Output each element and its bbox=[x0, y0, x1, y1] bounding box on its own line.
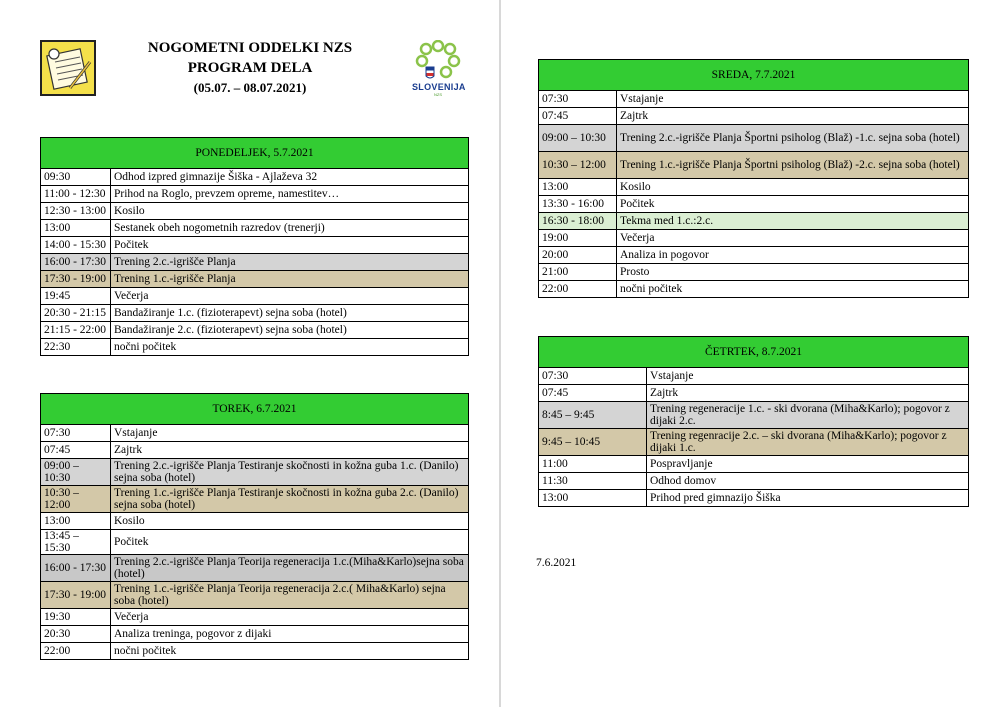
activity-cell: Bandažiranje 1.c. (fizioterapevt) sejna soba (hotel) bbox=[111, 305, 469, 322]
time-cell: 19:00 bbox=[539, 230, 617, 247]
time-cell: 14:00 - 15:30 bbox=[41, 237, 111, 254]
table-row bbox=[41, 271, 469, 288]
time-cell: 19:30 bbox=[41, 609, 111, 626]
table-row bbox=[41, 609, 469, 626]
activity-cell: Trening 2.c.-igrišče Planja bbox=[111, 254, 469, 271]
table-row bbox=[539, 281, 969, 298]
time-cell: 16:00 - 17:30 bbox=[41, 555, 111, 582]
day-header: ČETRTEK, 8.7.2021 bbox=[539, 337, 969, 368]
activity-cell: Tekma med 1.c.:2.c. bbox=[617, 213, 969, 230]
document-title bbox=[110, 38, 390, 98]
activity-cell: Vstajanje bbox=[647, 368, 969, 385]
activity-cell: Trening 2.c.-igrišče Planja Testiranje skočnosti in kožna guba 1.c. (Danilo) sejna soba (hotel) bbox=[111, 459, 469, 486]
activity-cell: Analiza treninga, pogovor z dijaki bbox=[111, 626, 469, 643]
activity-cell: Zajtrk bbox=[111, 442, 469, 459]
table-row bbox=[539, 473, 969, 490]
time-cell: 22:30 bbox=[41, 339, 111, 356]
activity-cell: Večerja bbox=[111, 609, 469, 626]
time-cell: 20:30 bbox=[41, 626, 111, 643]
activity-cell: Kosilo bbox=[111, 513, 469, 530]
activity-cell: Sestanek obeh nogometnih razredov (trenerji) bbox=[111, 220, 469, 237]
table-row bbox=[539, 368, 969, 385]
table-row bbox=[41, 220, 469, 237]
activity-cell: Trening 1.c.-igrišče Planja Športni psiholog (Blaž) -2.c. sejna soba (hotel) bbox=[617, 152, 969, 179]
activity-cell: Prosto bbox=[617, 264, 969, 281]
table-row bbox=[539, 385, 969, 402]
logo-text: SLOVENIJA bbox=[412, 82, 466, 92]
time-cell: 13:00 bbox=[539, 490, 647, 507]
time-cell: 07:45 bbox=[41, 442, 111, 459]
table-row bbox=[539, 196, 969, 213]
activity-cell: Počitek bbox=[111, 237, 469, 254]
table-row bbox=[41, 254, 469, 271]
time-cell: 13:30 - 16:00 bbox=[539, 196, 617, 213]
time-cell: 16:30 - 18:00 bbox=[539, 213, 617, 230]
schedule-thursday bbox=[538, 336, 969, 507]
title-line-2: PROGRAM DELA bbox=[187, 60, 313, 76]
time-cell: 11:00 bbox=[539, 456, 647, 473]
activity-cell: Odhod izpred gimnazije Šiška - Ajlaževa 32 bbox=[111, 169, 469, 186]
activity-cell: nočni počitek bbox=[111, 643, 469, 660]
title-line-3: (05.07. – 08.07.2021) bbox=[193, 80, 307, 95]
schedule-tuesday bbox=[40, 393, 469, 660]
activity-cell: Počitek bbox=[111, 530, 469, 555]
time-cell: 07:45 bbox=[539, 385, 647, 402]
table-row bbox=[41, 425, 469, 442]
table-row bbox=[539, 264, 969, 281]
time-cell: 16:00 - 17:30 bbox=[41, 254, 111, 271]
table-row bbox=[41, 582, 469, 609]
table-row bbox=[41, 530, 469, 555]
table-row bbox=[539, 490, 969, 507]
table-row bbox=[41, 442, 469, 459]
activity-cell: Trening 2.c.-igrišče Planja Teorija regeneracija 1.c.(Miha&Karlo)sejna soba (hotel) bbox=[111, 555, 469, 582]
table-row bbox=[41, 643, 469, 660]
time-cell: 9:45 – 10:45 bbox=[539, 429, 647, 456]
time-cell: 20:00 bbox=[539, 247, 617, 264]
activity-cell: Trening 2.c.-igrišče Planja Športni psiholog (Blaž) -1.c. sejna soba (hotel) bbox=[617, 125, 969, 152]
table-row bbox=[41, 186, 469, 203]
time-cell: 11:00 - 12:30 bbox=[41, 186, 111, 203]
table-row bbox=[41, 322, 469, 339]
table-row bbox=[41, 288, 469, 305]
table-row bbox=[41, 486, 469, 513]
time-cell: 8:45 – 9:45 bbox=[539, 402, 647, 429]
activity-cell: Počitek bbox=[617, 196, 969, 213]
activity-cell: Pospravljanje bbox=[647, 456, 969, 473]
time-cell: 10:30 – 12:00 bbox=[539, 152, 617, 179]
time-cell: 10:30 – 12:00 bbox=[41, 486, 111, 513]
table-row bbox=[539, 402, 969, 429]
time-cell: 13:45 – 15:30 bbox=[41, 530, 111, 555]
time-cell: 13:00 bbox=[539, 179, 617, 196]
activity-cell: Odhod domov bbox=[647, 473, 969, 490]
table-row bbox=[539, 456, 969, 473]
activity-cell: Vstajanje bbox=[617, 91, 969, 108]
table-row bbox=[539, 179, 969, 196]
time-cell: 13:00 bbox=[41, 513, 111, 530]
logo-sub: NZS bbox=[434, 92, 442, 97]
table-row bbox=[41, 237, 469, 254]
time-cell: 20:30 - 21:15 bbox=[41, 305, 111, 322]
table-row bbox=[41, 459, 469, 486]
activity-cell: Trening 1.c.-igrišče Planja Teorija regeneracija 2.c.( Miha&Karlo) sejna soba (hotel) bbox=[111, 582, 469, 609]
table-row bbox=[539, 91, 969, 108]
table-row bbox=[41, 169, 469, 186]
title-line-1: NOGOMETNI ODDELKI NZS bbox=[147, 40, 353, 56]
schedule-monday bbox=[40, 137, 469, 356]
time-cell: 07:30 bbox=[539, 368, 647, 385]
time-cell: 22:00 bbox=[539, 281, 617, 298]
table-row bbox=[539, 108, 969, 125]
table-row bbox=[539, 213, 969, 230]
activity-cell: Vstajanje bbox=[111, 425, 469, 442]
activity-cell: Prihod pred gimnazijo Šiška bbox=[647, 490, 969, 507]
activity-cell: Zajtrk bbox=[647, 385, 969, 402]
time-cell: 07:30 bbox=[41, 425, 111, 442]
activity-cell: Trening 1.c.-igrišče Planja bbox=[111, 271, 469, 288]
table-row bbox=[41, 305, 469, 322]
table-row bbox=[539, 247, 969, 264]
activity-cell: Analiza in pogovor bbox=[617, 247, 969, 264]
document-date: 7.6.2021 bbox=[536, 557, 577, 569]
time-cell: 22:00 bbox=[41, 643, 111, 660]
schedule-wednesday bbox=[538, 59, 969, 298]
time-cell: 17:30 - 19:00 bbox=[41, 582, 111, 609]
activity-cell: Večerja bbox=[111, 288, 469, 305]
time-cell: 13:00 bbox=[41, 220, 111, 237]
time-cell: 12:30 - 13:00 bbox=[41, 203, 111, 220]
day-header: PONEDELJEK, 5.7.2021 bbox=[41, 138, 469, 169]
activity-cell: Kosilo bbox=[111, 203, 469, 220]
table-row bbox=[41, 339, 469, 356]
activity-cell: Kosilo bbox=[617, 179, 969, 196]
activity-cell: nočni počitek bbox=[111, 339, 469, 356]
table-row bbox=[539, 125, 969, 152]
table-row bbox=[41, 555, 469, 582]
activity-cell: Trening regeneracije 1.c. - ski dvorana (Miha&Karlo); pogovor z dijaki 2.c. bbox=[647, 402, 969, 429]
time-cell: 09:00 – 10:30 bbox=[539, 125, 617, 152]
time-cell: 21:15 - 22:00 bbox=[41, 322, 111, 339]
table-row bbox=[41, 203, 469, 220]
activity-cell: nočni počitek bbox=[617, 281, 969, 298]
slovenija-logo bbox=[412, 40, 464, 96]
activity-cell: Večerja bbox=[617, 230, 969, 247]
notebook-icon bbox=[40, 40, 96, 96]
page-divider bbox=[499, 0, 501, 707]
time-cell: 21:00 bbox=[539, 264, 617, 281]
table-row bbox=[41, 626, 469, 643]
activity-cell: Prihod na Roglo, prevzem opreme, namestitev… bbox=[111, 186, 469, 203]
time-cell: 07:30 bbox=[539, 91, 617, 108]
activity-cell: Trening regenracije 2.c. – ski dvorana (Miha&Karlo); pogovor z dijaki 1.c. bbox=[647, 429, 969, 456]
time-cell: 19:45 bbox=[41, 288, 111, 305]
time-cell: 17:30 - 19:00 bbox=[41, 271, 111, 288]
activity-cell: Bandažiranje 2.c. (fizioterapevt) sejna soba (hotel) bbox=[111, 322, 469, 339]
activity-cell: Trening 1.c.-igrišče Planja Testiranje skočnosti in kožna guba 2.c. (Danilo) sejna soba (hotel) bbox=[111, 486, 469, 513]
time-cell: 11:30 bbox=[539, 473, 647, 490]
time-cell: 09:30 bbox=[41, 169, 111, 186]
day-header: TOREK, 6.7.2021 bbox=[41, 394, 469, 425]
table-row bbox=[539, 429, 969, 456]
time-cell: 07:45 bbox=[539, 108, 617, 125]
table-row bbox=[41, 513, 469, 530]
activity-cell: Zajtrk bbox=[617, 108, 969, 125]
day-header: SREDA, 7.7.2021 bbox=[539, 60, 969, 91]
time-cell: 09:00 – 10:30 bbox=[41, 459, 111, 486]
table-row bbox=[539, 152, 969, 179]
table-row bbox=[539, 230, 969, 247]
